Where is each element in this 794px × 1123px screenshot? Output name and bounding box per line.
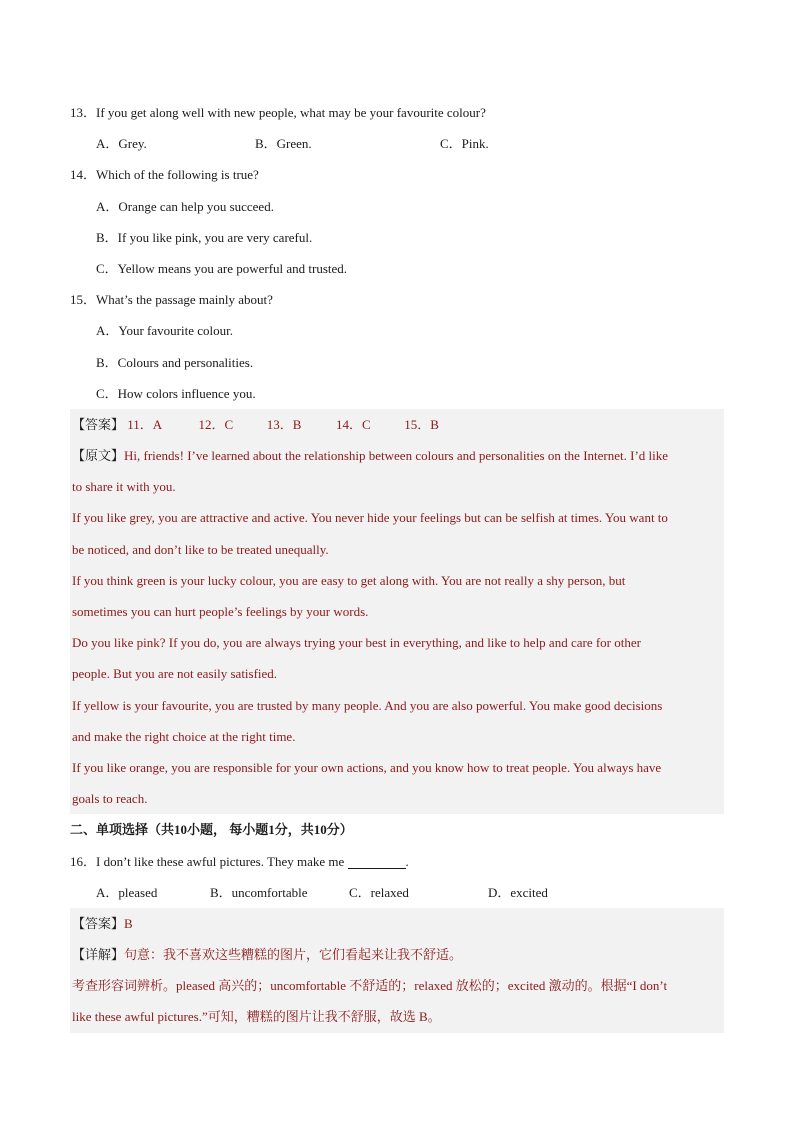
answer-tag: 【答案】	[72, 416, 125, 432]
answer-value: B	[124, 915, 133, 931]
original-text-line: If you think green is your lucky colour, you are easy to get along with. You are not really a shy person, but	[70, 565, 724, 596]
original-text-line: If yellow is your favourite, you are trusted by many people. And you are also powerful. You make good decisions	[70, 690, 724, 721]
option-b: B．Colours and personalities.	[96, 354, 254, 370]
answer-item: 14．C	[336, 416, 371, 432]
answer-block-2	[70, 908, 724, 939]
answer-item: 12．C	[198, 416, 234, 432]
answer-item: 13．B	[266, 416, 302, 432]
question-16-options	[70, 877, 724, 908]
question-14: 14．Which of the following is true?	[70, 167, 259, 183]
question-15: 15．What’s the passage mainly about?	[70, 292, 273, 308]
detail-line: like these awful pictures.”可知，糟糕的图片让我不舒服，故选 B。	[70, 1001, 724, 1032]
detail-line: 【详解】句意：我不喜欢这些糟糕的图片，它们看起来让我不舒适。	[70, 939, 724, 970]
option-c: C．relaxed	[349, 884, 409, 900]
option-b: B．Green.	[255, 136, 312, 152]
original-text-line: sometimes you can hurt people’s feelings by your words.	[70, 596, 724, 627]
option-a: A．Orange can help you succeed.	[96, 198, 274, 214]
option-c: C．Pink.	[440, 136, 489, 152]
answer-tag: 【答案】	[72, 915, 125, 931]
original-text-line: people. But you are not easily satisfied.	[70, 658, 724, 689]
detail-line: 考查形容词辨析。pleased 高兴的；uncomfortable 不舒适的；relaxed 放松的；excited 激动的。根据“I don’t	[70, 970, 724, 1001]
option-a: A．pleased	[96, 884, 158, 900]
original-text-line: and make the right choice at the right time.	[70, 721, 724, 752]
answer-blank	[348, 854, 406, 869]
original-text-line: Do you like pink? If you do, you are always trying your best in everything, and like to help and care for other	[70, 627, 724, 658]
original-text-line: to share it with you.	[70, 471, 724, 502]
original-text-line: be noticed, and don’t like to be treated unequally.	[70, 534, 724, 565]
document-page	[70, 97, 724, 1033]
answer-block-1	[70, 409, 724, 440]
question-13: 13．If you get along well with new people, what may be your favourite colour?	[70, 105, 486, 120]
section-heading: 二、单项选择（共10小题， 每小题1分，共10分）	[70, 822, 353, 838]
original-text-line: goals to reach.	[70, 783, 724, 814]
option-a: A．Grey.	[96, 136, 147, 152]
option-c: C．How colors influence you.	[96, 385, 256, 401]
original-text-line: If you like orange, you are responsible for your own actions, and you know how to treat people. You always have	[70, 752, 724, 783]
answer-item: 15．B	[404, 416, 439, 432]
original-text-line: 【原文】Hi, friends! I’ve learned about the relationship between colours and personalities on the Internet. I’d like	[70, 440, 724, 471]
detail-tag: 【详解】	[72, 947, 125, 963]
option-d: D．excited	[488, 884, 548, 900]
question-13-options	[70, 128, 724, 159]
question-16: 16．I don’t like these awful pictures. They make me .	[70, 853, 409, 869]
option-b: B．uncomfortable	[210, 884, 308, 900]
original-text-line: If you like grey, you are attractive and active. You never hide your feelings but can be selfish at times. You want to	[70, 502, 724, 533]
option-a: A．Your favourite colour.	[96, 323, 233, 339]
option-b: B．If you like pink, you are very careful.	[96, 229, 313, 245]
answer-item: 11．A	[127, 416, 163, 432]
original-tag: 【原文】	[72, 448, 125, 464]
option-c: C．Yellow means you are powerful and trusted.	[96, 260, 348, 276]
